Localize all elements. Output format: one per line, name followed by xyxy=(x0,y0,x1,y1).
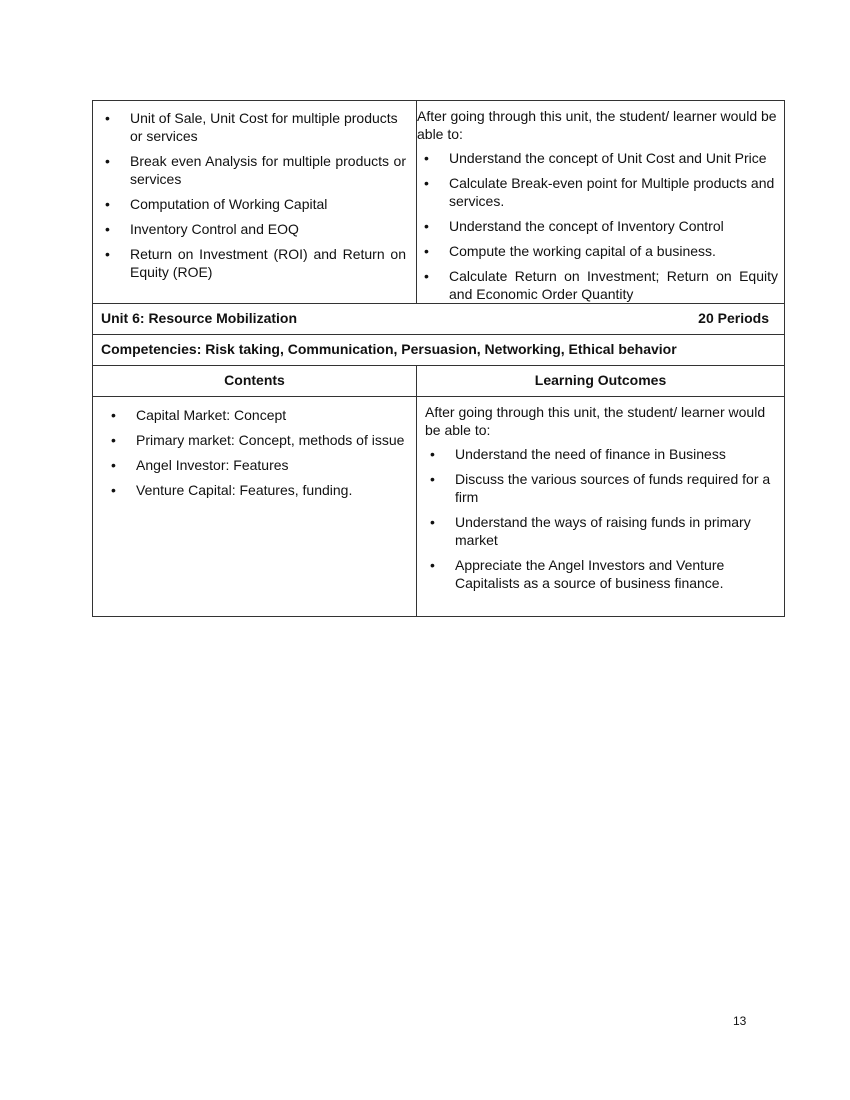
unit6-title-row xyxy=(93,304,785,335)
unit6-contents-list xyxy=(93,406,406,499)
competencies-text: Competencies: Risk taking, Communication, Persuasion, Networking, Ethical behavior xyxy=(101,341,677,357)
list-item: • Understand the ways of raising funds in primary market xyxy=(430,514,751,548)
learning-outcomes-header: Learning Outcomes xyxy=(534,372,667,388)
contents-header: Contents xyxy=(224,372,285,388)
bullet-icon: • xyxy=(105,110,110,126)
list-item: • Primary market: Concept, methods of issue xyxy=(111,432,405,448)
competencies-row xyxy=(93,335,785,366)
syllabus-table xyxy=(92,100,785,617)
bullet-icon: • xyxy=(424,175,429,191)
unit6-content-row xyxy=(93,397,785,617)
list-item: • Calculate Break-even point for Multiple products and services. xyxy=(424,175,775,209)
unit6-outcomes-cell xyxy=(417,397,785,617)
unit5-contents-list xyxy=(93,109,406,281)
bullet-icon: • xyxy=(424,268,429,284)
list-item: • Understand the concept of Inventory Control xyxy=(424,218,724,234)
list-item: • Angel Investor: Features xyxy=(111,457,289,473)
unit6-outcomes-list xyxy=(425,445,778,592)
page-number: 13 xyxy=(733,1014,747,1028)
bullet-icon: • xyxy=(105,153,110,169)
list-item: • Computation of Working Capital xyxy=(105,196,328,212)
unit5-content-row xyxy=(93,101,785,304)
list-item: • Compute the working capital of a business. xyxy=(424,243,716,259)
bullet-icon: • xyxy=(424,218,429,234)
outcomes-intro: After going through this unit, the student/ learner would be able to: xyxy=(425,404,766,438)
unit-periods: 20 Periods xyxy=(698,310,769,326)
bullet-icon: • xyxy=(111,482,116,498)
list-item: • Capital Market: Concept xyxy=(111,407,287,423)
bullet-icon: • xyxy=(111,407,116,423)
list-item: • Inventory Control and EOQ xyxy=(105,221,299,237)
unit5-contents-cell xyxy=(93,101,417,304)
bullet-icon: • xyxy=(424,243,429,259)
list-item: • Discuss the various sources of funds required for a firm xyxy=(430,471,771,505)
bullet-icon: • xyxy=(105,246,110,262)
list-item: • Appreciate the Angel Investors and Venture Capitalists as a source of business finance. xyxy=(430,557,725,591)
outcomes-intro: After going through this unit, the student/ learner would be able to: xyxy=(417,108,777,142)
bullet-icon: • xyxy=(424,150,429,166)
list-item: • Unit of Sale, Unit Cost for multiple products or services xyxy=(105,110,398,144)
bullet-icon: • xyxy=(111,432,116,448)
bullet-icon: • xyxy=(430,471,435,487)
table-header-row xyxy=(93,366,785,397)
unit5-outcomes-list xyxy=(417,149,778,303)
list-item: • Break even Analysis for multiple products or services xyxy=(105,153,406,187)
list-item: • Venture Capital: Features, funding. xyxy=(111,482,353,498)
list-item: • Return on Investment (ROI) and Return on Equity (ROE) xyxy=(105,246,406,280)
bullet-icon: • xyxy=(105,196,110,212)
bullet-icon: • xyxy=(430,514,435,530)
list-item: • Calculate Return on Investment; Return on Equity and Economic Order Quantity xyxy=(424,268,778,302)
unit5-outcomes-cell xyxy=(417,101,785,304)
list-item: • Understand the concept of Unit Cost and Unit Price xyxy=(424,150,767,166)
list-item: • Understand the need of finance in Business xyxy=(430,446,726,462)
bullet-icon: • xyxy=(105,221,110,237)
bullet-icon: • xyxy=(111,457,116,473)
unit-title: Unit 6: Resource Mobilization xyxy=(101,310,298,326)
unit6-contents-cell xyxy=(93,397,417,617)
bullet-icon: • xyxy=(430,446,435,462)
bullet-icon: • xyxy=(430,557,435,573)
